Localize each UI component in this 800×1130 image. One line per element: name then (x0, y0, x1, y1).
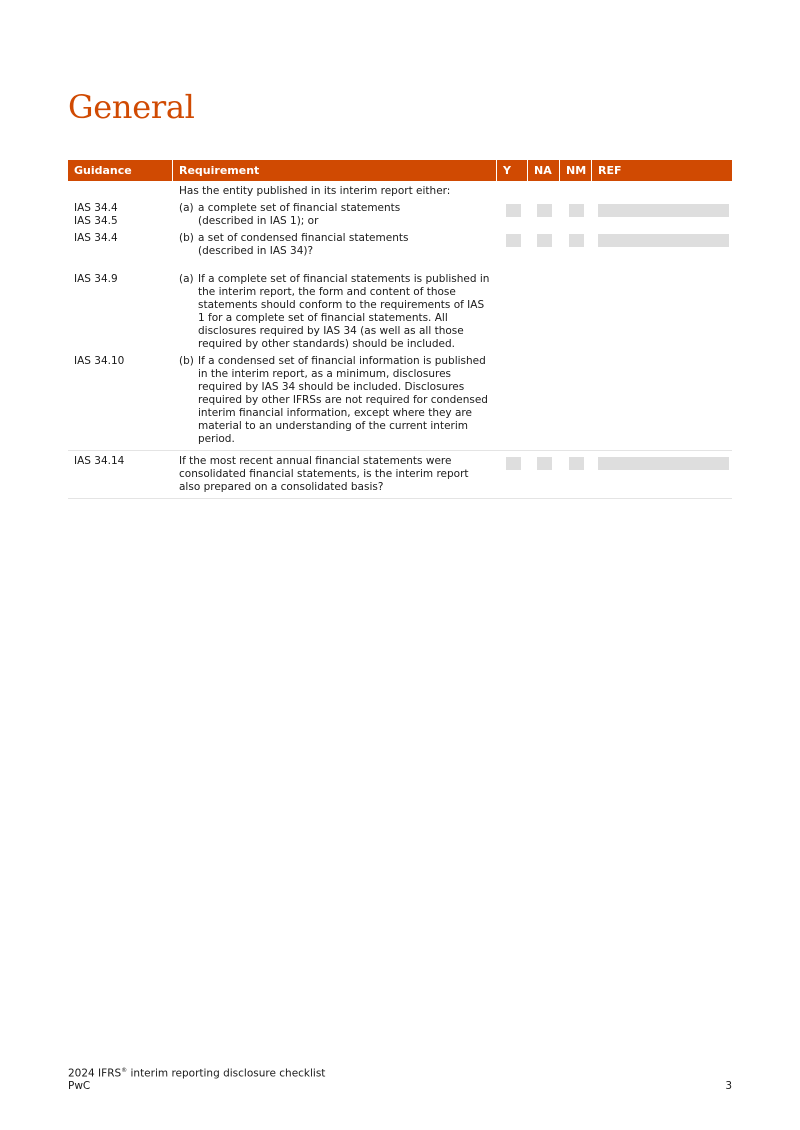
list-item (179, 273, 491, 351)
question-intro: Has the entity published in its interim report either: (179, 185, 451, 197)
guidance-ref: IAS 34.10 (74, 355, 125, 367)
list-item (179, 232, 491, 258)
footer-org: PwC (68, 1080, 91, 1092)
nm-checkbox[interactable] (569, 457, 584, 470)
guidance-ref: IAS 34.9 (74, 273, 118, 285)
footer-title: 2024 IFRS® interim reporting disclosure checklist (68, 1067, 326, 1080)
item-text-line: (described in IAS 34)? (198, 245, 314, 257)
ref-input[interactable] (598, 234, 729, 247)
table-row (68, 202, 732, 228)
nm-checkbox[interactable] (569, 234, 584, 247)
header-y: Y (497, 160, 528, 181)
item-marker: (b) (179, 232, 194, 244)
item-marker: (a) (179, 202, 194, 214)
header-guidance: Guidance (68, 160, 173, 181)
item-marker: (a) (179, 273, 194, 285)
item-text-line: a complete set of financial statements (198, 202, 401, 214)
ref-input[interactable] (598, 204, 729, 217)
question-text: If the most recent annual financial statements were consolidated financial statements, is the interim report also prepared on a consolidated basis? (179, 455, 469, 493)
question-group (68, 455, 732, 494)
guidance-ref: IAS 34.4 (74, 232, 118, 244)
page-number: 3 (725, 1080, 732, 1092)
y-checkbox[interactable] (506, 234, 521, 247)
table-row (68, 355, 732, 446)
guidance-ref: IAS 34.14 (74, 455, 125, 467)
guidance-ref: IAS 34.5 (74, 215, 118, 227)
item-text-line: a set of condensed financial statements (198, 232, 409, 244)
header-na: NA (528, 160, 560, 181)
y-checkbox[interactable] (506, 204, 521, 217)
guidance-ref: IAS 34.4 (74, 202, 118, 214)
row-divider (68, 450, 732, 451)
page-title: General (68, 88, 195, 126)
nm-checkbox[interactable] (569, 204, 584, 217)
table-row (68, 232, 732, 258)
header-ref: REF (598, 164, 622, 177)
na-checkbox[interactable] (537, 234, 552, 247)
disclosure-checklist-table (68, 160, 732, 499)
header-nm: NM (560, 160, 592, 181)
table-row (68, 273, 732, 351)
ref-input[interactable] (598, 457, 729, 470)
na-checkbox[interactable] (537, 457, 552, 470)
list-item (179, 202, 491, 228)
row-divider (68, 498, 732, 499)
question-group (68, 185, 732, 446)
item-text-line: (described in IAS 1); or (198, 215, 319, 227)
item-marker: (b) (179, 355, 194, 367)
y-checkbox[interactable] (506, 457, 521, 470)
table-row (68, 455, 732, 494)
table-header (68, 160, 732, 181)
list-item (179, 355, 491, 446)
note-text: If a condensed set of financial information is published in the interim report, as a minimum, disclosures required by IAS 34 should be included. Disclosures required by other IFRSs are not required for condensed interim financial information, except where they are material to an understanding of the current interim period. (198, 355, 488, 445)
na-checkbox[interactable] (537, 204, 552, 217)
table-row (68, 185, 732, 198)
header-requirement: Requirement (173, 160, 497, 181)
note-text: If a complete set of financial statements is published in the interim report, the form and content of those statements should conform to the requirements of IAS 1 for a complete set of financial statements. All disclosures required by IAS 34 (as well as all those required by other standards) should be included. (198, 273, 490, 350)
